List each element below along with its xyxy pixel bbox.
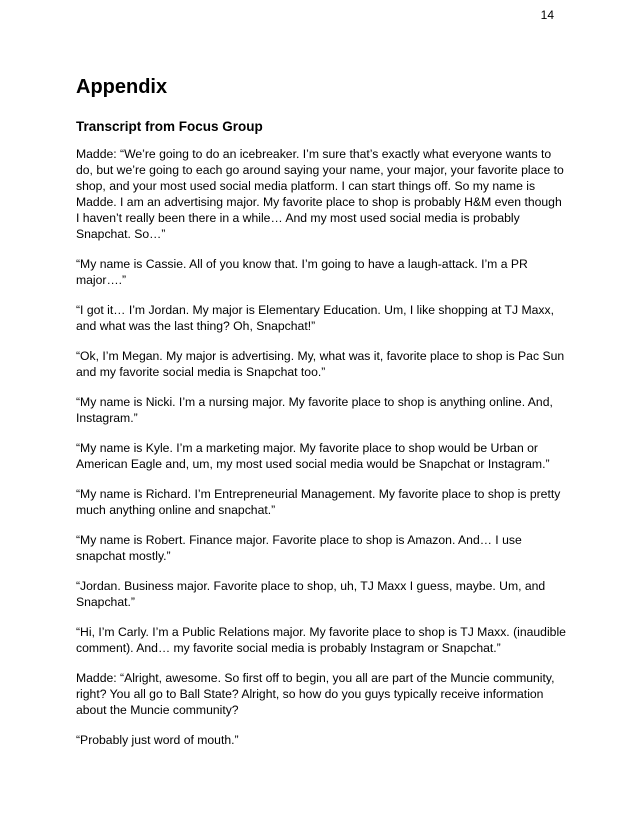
page-number: 14 — [540, 8, 554, 22]
transcript-paragraph: “My name is Kyle. I’m a marketing major. My favorite place to shop would be Urban or American Eagle and, um, my most used social media would be Snapchat or Instagram.” — [76, 441, 550, 471]
transcript-paragraph: “Hi, I’m Carly. I’m a Public Relations major. My favorite place to shop is TJ Maxx. (inaudible comment). And… my favorite social media is probably Instagram or Snapchat.” — [76, 625, 566, 655]
transcript-paragraph: “My name is Cassie. All of you know that. I’m going to have a laugh-attack. I’m a PR major….” — [76, 257, 528, 287]
transcript-paragraph: “My name is Robert. Finance major. Favorite place to shop is Amazon. And… I use snapchat mostly.” — [76, 533, 522, 563]
transcript-subheading: Transcript from Focus Group — [76, 119, 263, 134]
transcript-paragraph: “I got it… I’m Jordan. My major is Elementary Education. Um, I like shopping at TJ Maxx, and what was the last thing? Oh, Snapchat!” — [76, 303, 554, 333]
transcript-paragraph: “Jordan. Business major. Favorite place to shop, uh, TJ Maxx I guess, maybe. Um, and Snapchat.” — [76, 579, 546, 609]
transcript-body — [76, 146, 568, 762]
transcript-paragraph: Madde: “Alright, awesome. So first off to begin, you all are part of the Muncie community, right? You all go to Ball State? Alright, so how do you guys typically receive information about the Muncie community? — [76, 671, 555, 717]
transcript-paragraph: “My name is Richard. I’m Entrepreneurial Management. My favorite place to shop is pretty much anything online and snapchat.” — [76, 487, 561, 517]
transcript-paragraph: Madde: “We’re going to do an icebreaker. I’m sure that’s exactly what everyone wants to do, but we’re going to each go around saying your name, your major, your favorite place to shop, and your most used social media platform. I can start things off. So my name is Madde. I am an advertising major. My favorite place to shop is probably H&M even though I haven’t really been there in a while… And my most used social media is probably Snapchat. So…” — [76, 147, 564, 241]
appendix-heading: Appendix — [76, 76, 168, 98]
transcript-paragraph: “My name is Nicki. I’m a nursing major. My favorite place to shop is anything online. And, Instagram.” — [76, 395, 553, 425]
transcript-paragraph: “Probably just word of mouth.” — [76, 733, 239, 747]
transcript-paragraph: “Ok, I’m Megan. My major is advertising. My, what was it, favorite place to shop is Pac Sun and my favorite social media is Snapchat too.” — [76, 349, 565, 379]
